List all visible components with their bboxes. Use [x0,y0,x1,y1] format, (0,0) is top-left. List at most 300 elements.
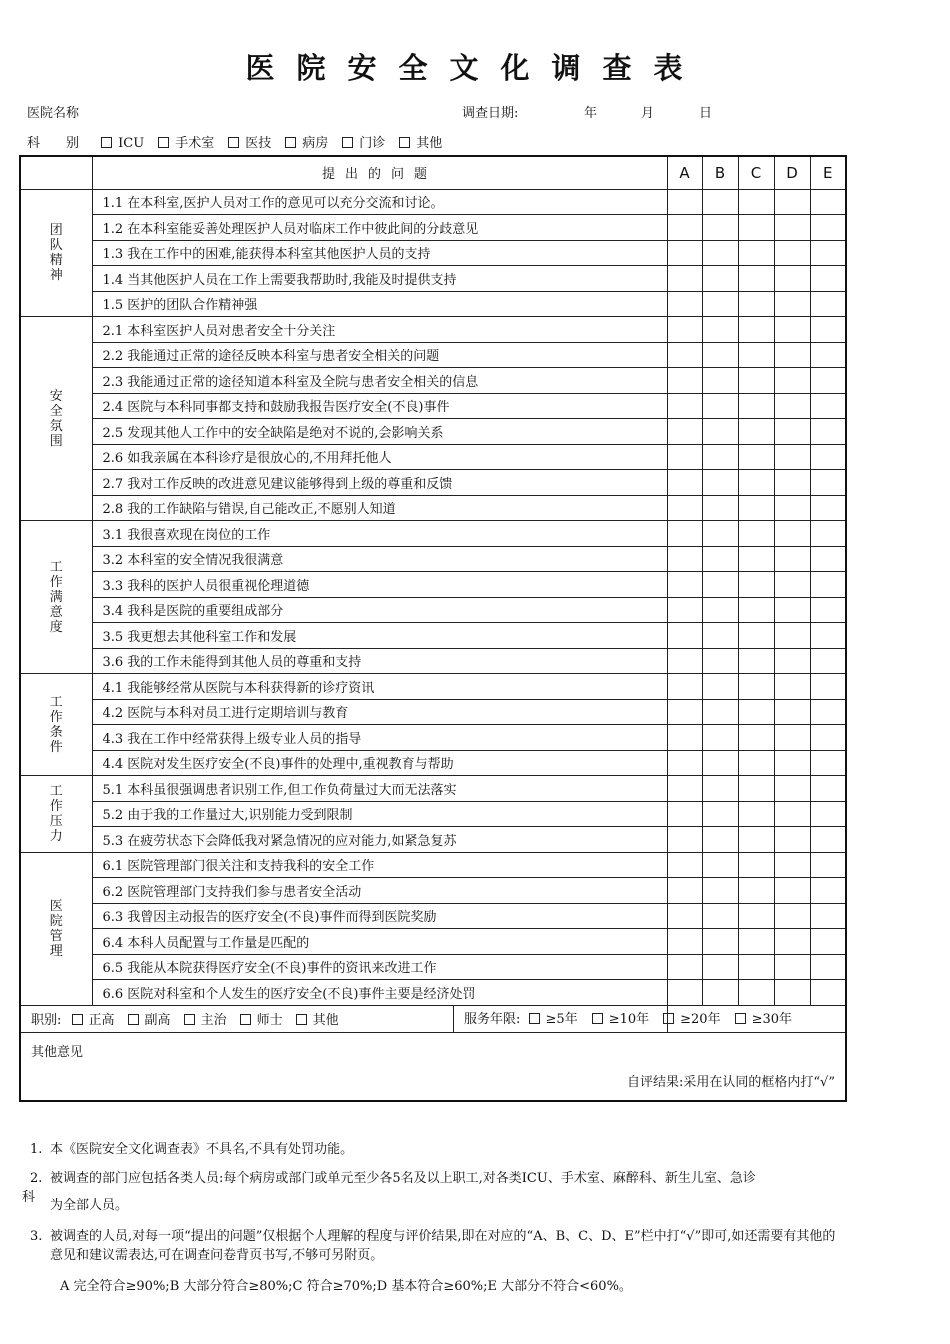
answer-cell-d[interactable] [774,419,810,445]
answer-cell-c[interactable] [738,699,774,725]
answer-cell-b[interactable] [702,572,738,598]
answer-cell-b[interactable] [702,368,738,394]
answer-cell-b[interactable] [702,699,738,725]
answer-cell-b[interactable] [702,495,738,521]
answer-cell-e[interactable] [810,725,846,751]
answer-cell-c[interactable] [738,215,774,241]
answer-cell-d[interactable] [774,852,810,878]
answer-cell-e[interactable] [810,980,846,1006]
answer-cell-b[interactable] [702,980,738,1006]
answer-cell-c[interactable] [738,368,774,394]
answer-cell-b[interactable] [702,776,738,802]
answer-cell-b[interactable] [702,929,738,955]
job-title-cell [20,1005,793,1032]
answer-cell-e[interactable] [810,368,846,394]
answer-cell-a[interactable] [667,648,702,674]
answer-cell-b[interactable] [702,801,738,827]
survey-date-day: 日 [699,106,713,121]
note-2-number: 2. [30,1171,43,1186]
answer-cell-c[interactable] [738,444,774,470]
answer-cell-d[interactable] [774,980,810,1006]
table-row [20,852,846,878]
answer-cell-a[interactable] [667,521,702,547]
question-text: 5.3 在疲劳状态下会降低我对紧急情况的应对能力,如紧急复苏 [92,827,667,853]
table-row [20,215,846,241]
answer-cell-d[interactable] [774,750,810,776]
service-years-checkbox[interactable] [592,1013,603,1024]
job-title-option-label: 主治 [200,1013,227,1028]
category-cell [20,674,92,776]
job-title-option-label: 副高 [144,1013,171,1028]
table-row [20,266,846,292]
answer-header-d: D [774,156,810,189]
table-row [20,699,846,725]
table-row [20,495,846,521]
answer-cell-d[interactable] [774,240,810,266]
department-option[interactable] [399,136,442,151]
question-text: 4.2 医院与本科对员工进行定期培训与教育 [92,699,667,725]
table-row [20,776,846,802]
note-2-text: 被调查的部门应包括各类人员:每个病房或部门或单元至少各5名及以上职工,对各类ICU、手术室、麻醉科、新生儿室、急诊 [50,1171,756,1186]
answer-cell-e[interactable] [810,215,846,241]
answer-cell-d[interactable] [774,597,810,623]
table-row [20,419,846,445]
answer-cell-a[interactable] [667,495,702,521]
answer-cell-c[interactable] [738,954,774,980]
answer-cell-d[interactable] [774,903,810,929]
answer-header-b: B [702,156,738,189]
department-checkbox[interactable] [285,137,296,148]
answer-cell-a[interactable] [667,546,702,572]
note-2-text-cont: 为全部人员。 [50,1198,129,1213]
answer-cell-a[interactable] [667,954,702,980]
question-text: 6.4 本科人员配置与工作量是匹配的 [92,929,667,955]
answer-cell-e[interactable] [810,929,846,955]
answer-cell-d[interactable] [774,521,810,547]
table-row [20,470,846,496]
service-years-checkbox[interactable] [663,1013,674,1024]
answer-cell-d[interactable] [774,878,810,904]
service-years-label: 服务年限: [464,1011,521,1027]
question-text: 1.1 在本科室,医护人员对工作的意见可以充分交流和讨论。 [92,189,667,215]
answer-cell-b[interactable] [702,878,738,904]
answer-cell-c[interactable] [738,852,774,878]
answer-cell-d[interactable] [774,623,810,649]
answer-cell-a[interactable] [667,317,702,343]
answer-cell-a[interactable] [667,623,702,649]
answer-cell-a[interactable] [667,597,702,623]
question-text: 4.1 我能够经常从医院与本科获得新的诊疗资讯 [92,674,667,700]
opinion-row [20,1032,846,1101]
answer-cell-c[interactable] [738,801,774,827]
question-text: 2.6 如我亲属在本科诊疗是很放心的,不用拜托他人 [92,444,667,470]
answer-cell-b[interactable] [702,317,738,343]
table-row [20,750,846,776]
question-text: 2.4 医院与本科同事都支持和鼓励我报告医疗安全(不良)事件 [92,393,667,419]
table-row [20,189,846,215]
table-row [20,954,846,980]
answer-cell-e[interactable] [810,240,846,266]
service-years-checkbox[interactable] [735,1013,746,1024]
table-row [20,291,846,317]
job-title-option[interactable] [240,1013,283,1028]
service-years-option[interactable] [592,1012,649,1027]
department-row [27,132,456,151]
table-row [20,980,846,1006]
department-option[interactable] [228,136,271,151]
department-checkbox[interactable] [101,137,112,148]
job-title-checkbox[interactable] [296,1014,307,1025]
answer-cell-e[interactable] [810,674,846,700]
answer-cell-c[interactable] [738,648,774,674]
question-text: 6.2 医院管理部门支持我们参与患者安全活动 [92,878,667,904]
answer-cell-a[interactable] [667,878,702,904]
answer-cell-c[interactable] [738,674,774,700]
answer-cell-b[interactable] [702,393,738,419]
answer-cell-e[interactable] [810,470,846,496]
answer-cell-d[interactable] [774,215,810,241]
table-row [20,240,846,266]
question-text: 2.7 我对工作反映的改进意见建议能够得到上级的尊重和反馈 [92,470,667,496]
note-3-number: 3. [30,1229,43,1244]
question-text: 5.1 本科虽很强调患者识别工作,但工作负荷量过大而无法落实 [92,776,667,802]
answer-cell-e[interactable] [810,801,846,827]
answer-cell-b[interactable] [702,750,738,776]
service-years-checkbox[interactable] [529,1013,540,1024]
answer-cell-e[interactable] [810,266,846,292]
question-text: 3.1 我很喜欢现在岗位的工作 [92,521,667,547]
table-row [20,572,846,598]
answer-cell-a[interactable] [667,368,702,394]
table-row [20,444,846,470]
survey-date-year: 年 [584,106,598,121]
service-years-option[interactable] [735,1012,792,1027]
table-row [20,827,846,853]
department-checkbox[interactable] [228,137,239,148]
question-text: 6.6 医院对科室和个人发生的医疗安全(不良)事件主要是经济处罚 [92,980,667,1006]
answer-cell-a[interactable] [667,750,702,776]
category-cell [20,852,92,1005]
answer-cell-d[interactable] [774,495,810,521]
answer-cell-a[interactable] [667,189,702,215]
instructions [22,1140,842,1296]
note-1-number: 1. [30,1142,43,1157]
answer-cell-e[interactable] [810,750,846,776]
answer-cell-e[interactable] [810,342,846,368]
department-option-label: 医技 [245,136,272,151]
service-years-cell [453,1006,806,1032]
answer-cell-b[interactable] [702,419,738,445]
hospital-name-label: 医院名称 [27,106,80,121]
question-text: 2.8 我的工作缺陷与错误,自己能改正,不愿别人知道 [92,495,667,521]
service-years-options [529,1012,806,1027]
answer-cell-c[interactable] [738,291,774,317]
service-years-option-label: ≥5年 [545,1011,578,1027]
question-text: 6.5 我能从本院获得医疗安全(不良)事件的资讯来改进工作 [92,954,667,980]
answer-cell-a[interactable] [667,699,702,725]
question-text: 4.4 医院对发生医疗安全(不良)事件的处理中,重视教育与帮助 [92,750,667,776]
table-row [20,317,846,343]
table-row [20,546,846,572]
answer-cell-d[interactable] [774,699,810,725]
answer-cell-e[interactable] [810,648,846,674]
job-title-options [72,1013,352,1028]
answer-cell-c[interactable] [738,240,774,266]
answer-cell-d[interactable] [774,929,810,955]
answer-cell-a[interactable] [667,470,702,496]
note-1 [22,1140,842,1159]
respondent-info-row [20,1005,846,1032]
answer-cell-c[interactable] [738,623,774,649]
answer-cell-a[interactable] [667,444,702,470]
answer-cell-b[interactable] [702,215,738,241]
job-title-option[interactable] [72,1013,115,1028]
service-years-option-label: ≥10年 [608,1011,650,1027]
answer-header-c: C [738,156,774,189]
answer-cell-d[interactable] [774,954,810,980]
answer-cell-b[interactable] [702,240,738,266]
answer-cell-e[interactable] [810,521,846,547]
answer-cell-d[interactable] [774,266,810,292]
question-text: 4.3 我在工作中经常获得上级专业人员的指导 [92,725,667,751]
table-row [20,521,846,547]
answer-cell-a[interactable] [667,929,702,955]
answer-cell-a[interactable] [667,240,702,266]
department-label: 科 别 [27,136,80,151]
answer-header-e: E [810,156,846,189]
answer-cell-c[interactable] [738,725,774,751]
department-option[interactable] [158,136,214,151]
table-row [20,801,846,827]
survey-date-month: 月 [641,106,655,121]
job-title-checkbox[interactable] [72,1014,83,1025]
answer-cell-d[interactable] [774,827,810,853]
answer-cell-d[interactable] [774,444,810,470]
answer-cell-e[interactable] [810,903,846,929]
question-text: 3.2 本科室的安全情况我很满意 [92,546,667,572]
answer-cell-c[interactable] [738,903,774,929]
answer-cell-e[interactable] [810,495,846,521]
answer-cell-c[interactable] [738,495,774,521]
answer-cell-a[interactable] [667,419,702,445]
job-title-option[interactable] [128,1013,171,1028]
answer-cell-d[interactable] [774,801,810,827]
department-option-label: 病房 [302,136,329,151]
answer-cell-d[interactable] [774,776,810,802]
answer-cell-e[interactable] [810,317,846,343]
answer-cell-e[interactable] [810,291,846,317]
answer-cell-d[interactable] [774,572,810,598]
question-text: 3.6 我的工作未能得到其他人员的尊重和支持 [92,648,667,674]
answer-cell-a[interactable] [667,674,702,700]
page-title: 医院安全文化调查表 [245,51,705,85]
answer-cell-d[interactable] [774,674,810,700]
service-years-option-label: ≥20年 [680,1011,721,1027]
answer-cell-c[interactable] [738,470,774,496]
answer-cell-e[interactable] [810,444,846,470]
other-opinion-label: 其他意见 [31,1044,84,1060]
answer-cell-d[interactable] [774,546,810,572]
answer-cell-d[interactable] [774,393,810,419]
table-header-row [20,156,846,189]
answer-cell-b[interactable] [702,266,738,292]
answer-cell-b[interactable] [702,725,738,751]
answer-cell-a[interactable] [667,980,702,1006]
answer-cell-e[interactable] [810,776,846,802]
answer-cell-a[interactable] [667,903,702,929]
answer-cell-e[interactable] [810,393,846,419]
answer-cell-e[interactable] [810,572,846,598]
answer-cell-e[interactable] [810,597,846,623]
answer-cell-c[interactable] [738,521,774,547]
answer-cell-d[interactable] [774,368,810,394]
answer-cell-b[interactable] [702,623,738,649]
answer-cell-b[interactable] [702,546,738,572]
answer-cell-d[interactable] [774,189,810,215]
answer-cell-b[interactable] [702,342,738,368]
question-text: 6.3 我曾因主动报告的医疗安全(不良)事件而得到医院奖励 [92,903,667,929]
answer-cell-c[interactable] [738,827,774,853]
department-checkbox[interactable] [399,137,410,148]
answer-cell-b[interactable] [702,597,738,623]
job-title-option-label: 正高 [88,1013,115,1028]
answer-cell-b[interactable] [702,852,738,878]
service-years-option-label: ≥30年 [751,1011,793,1027]
question-text: 3.3 我科的医护人员很重视伦理道德 [92,572,667,598]
answer-cell-c[interactable] [738,342,774,368]
grading-scale: A 完全符合≥90%;B 大部分符合≥80%;C 符合≥70%;D 基本符合≥60%;E 大部分不符合<60%。 [60,1279,632,1294]
answer-cell-c[interactable] [738,317,774,343]
answer-cell-b[interactable] [702,444,738,470]
category-header-cell [20,156,92,189]
answer-cell-a[interactable] [667,725,702,751]
table-row [20,342,846,368]
department-option-label: ICU [118,136,145,151]
answer-cell-b[interactable] [702,827,738,853]
question-text: 5.2 由于我的工作量过大,识别能力受到限制 [92,801,667,827]
answer-cell-a[interactable] [667,572,702,598]
survey-date-label: 调查日期: [462,106,519,121]
answer-cell-c[interactable] [738,189,774,215]
category-cell [20,317,92,521]
table-row [20,393,846,419]
department-checkbox[interactable] [342,137,353,148]
service-years-option[interactable] [663,1012,720,1027]
department-option[interactable] [101,136,144,151]
answer-cell-a[interactable] [667,291,702,317]
table-row [20,368,846,394]
answer-cell-e[interactable] [810,189,846,215]
department-option-label: 其他 [416,136,443,151]
table-row [20,929,846,955]
answer-header-a: A [667,156,702,189]
answer-cell-c[interactable] [738,266,774,292]
answer-cell-b[interactable] [702,648,738,674]
table-row [20,903,846,929]
answer-cell-c[interactable] [738,546,774,572]
answer-cell-a[interactable] [667,342,702,368]
answer-cell-e[interactable] [810,954,846,980]
job-title-checkbox[interactable] [240,1014,251,1025]
question-text: 2.5 发现其他人工作中的安全缺陷是绝对不说的,会影响关系 [92,419,667,445]
answer-cell-a[interactable] [667,801,702,827]
answer-cell-c[interactable] [738,419,774,445]
answer-cell-b[interactable] [702,470,738,496]
job-title-option[interactable] [184,1013,227,1028]
answer-cell-c[interactable] [738,878,774,904]
answer-cell-e[interactable] [810,623,846,649]
question-text: 2.3 我能通过正常的途径知道本科室及全院与患者安全相关的信息 [92,368,667,394]
answer-cell-c[interactable] [738,929,774,955]
answer-cell-b[interactable] [702,189,738,215]
answer-cell-e[interactable] [810,419,846,445]
category-label: 工作压力 [49,783,63,844]
answer-cell-b[interactable] [702,291,738,317]
answer-cell-d[interactable] [774,725,810,751]
job-title-checkbox[interactable] [128,1014,139,1025]
answer-cell-c[interactable] [738,776,774,802]
answer-cell-e[interactable] [810,699,846,725]
department-option[interactable] [342,136,385,151]
table-row [20,878,846,904]
answer-cell-d[interactable] [774,317,810,343]
question-text: 3.4 我科是医院的重要组成部分 [92,597,667,623]
question-text: 1.5 医护的团队合作精神强 [92,291,667,317]
question-text: 3.5 我更想去其他科室工作和发展 [92,623,667,649]
note-2 [22,1169,842,1215]
answer-cell-a[interactable] [667,776,702,802]
answer-cell-a[interactable] [667,215,702,241]
answer-cell-d[interactable] [774,470,810,496]
question-text: 2.2 我能通过正常的途径反映本科室与患者安全相关的问题 [92,342,667,368]
job-title-option[interactable] [296,1013,339,1028]
answer-cell-b[interactable] [702,954,738,980]
answer-cell-e[interactable] [810,827,846,853]
department-option[interactable] [285,136,328,151]
job-title-checkbox[interactable] [184,1014,195,1025]
service-years-option[interactable] [529,1012,578,1027]
answer-cell-a[interactable] [667,266,702,292]
answer-cell-b[interactable] [702,674,738,700]
answer-cell-e[interactable] [810,546,846,572]
department-option-label: 手术室 [175,136,215,151]
answer-cell-e[interactable] [810,852,846,878]
other-opinion-cell[interactable] [20,1032,846,1101]
answer-cell-d[interactable] [774,648,810,674]
answer-cell-a[interactable] [667,852,702,878]
department-checkbox[interactable] [158,137,169,148]
category-label: 工作满意度 [49,559,63,635]
answer-cell-b[interactable] [702,521,738,547]
job-title-label: 职别: [31,1013,62,1028]
answer-cell-c[interactable] [738,980,774,1006]
answer-cell-d[interactable] [774,342,810,368]
category-label: 团队精神 [49,222,63,283]
answer-cell-c[interactable] [738,393,774,419]
answer-cell-c[interactable] [738,572,774,598]
answer-cell-b[interactable] [702,903,738,929]
answer-cell-a[interactable] [667,393,702,419]
question-text: 6.1 医院管理部门很关注和支持我科的安全工作 [92,852,667,878]
answer-cell-a[interactable] [667,827,702,853]
table-row [20,674,846,700]
answer-cell-d[interactable] [774,291,810,317]
job-title-option-label: 其他 [312,1013,339,1028]
answer-cell-c[interactable] [738,750,774,776]
answer-cell-c[interactable] [738,597,774,623]
job-title-option-label: 师士 [256,1013,283,1028]
answer-cell-e[interactable] [810,878,846,904]
